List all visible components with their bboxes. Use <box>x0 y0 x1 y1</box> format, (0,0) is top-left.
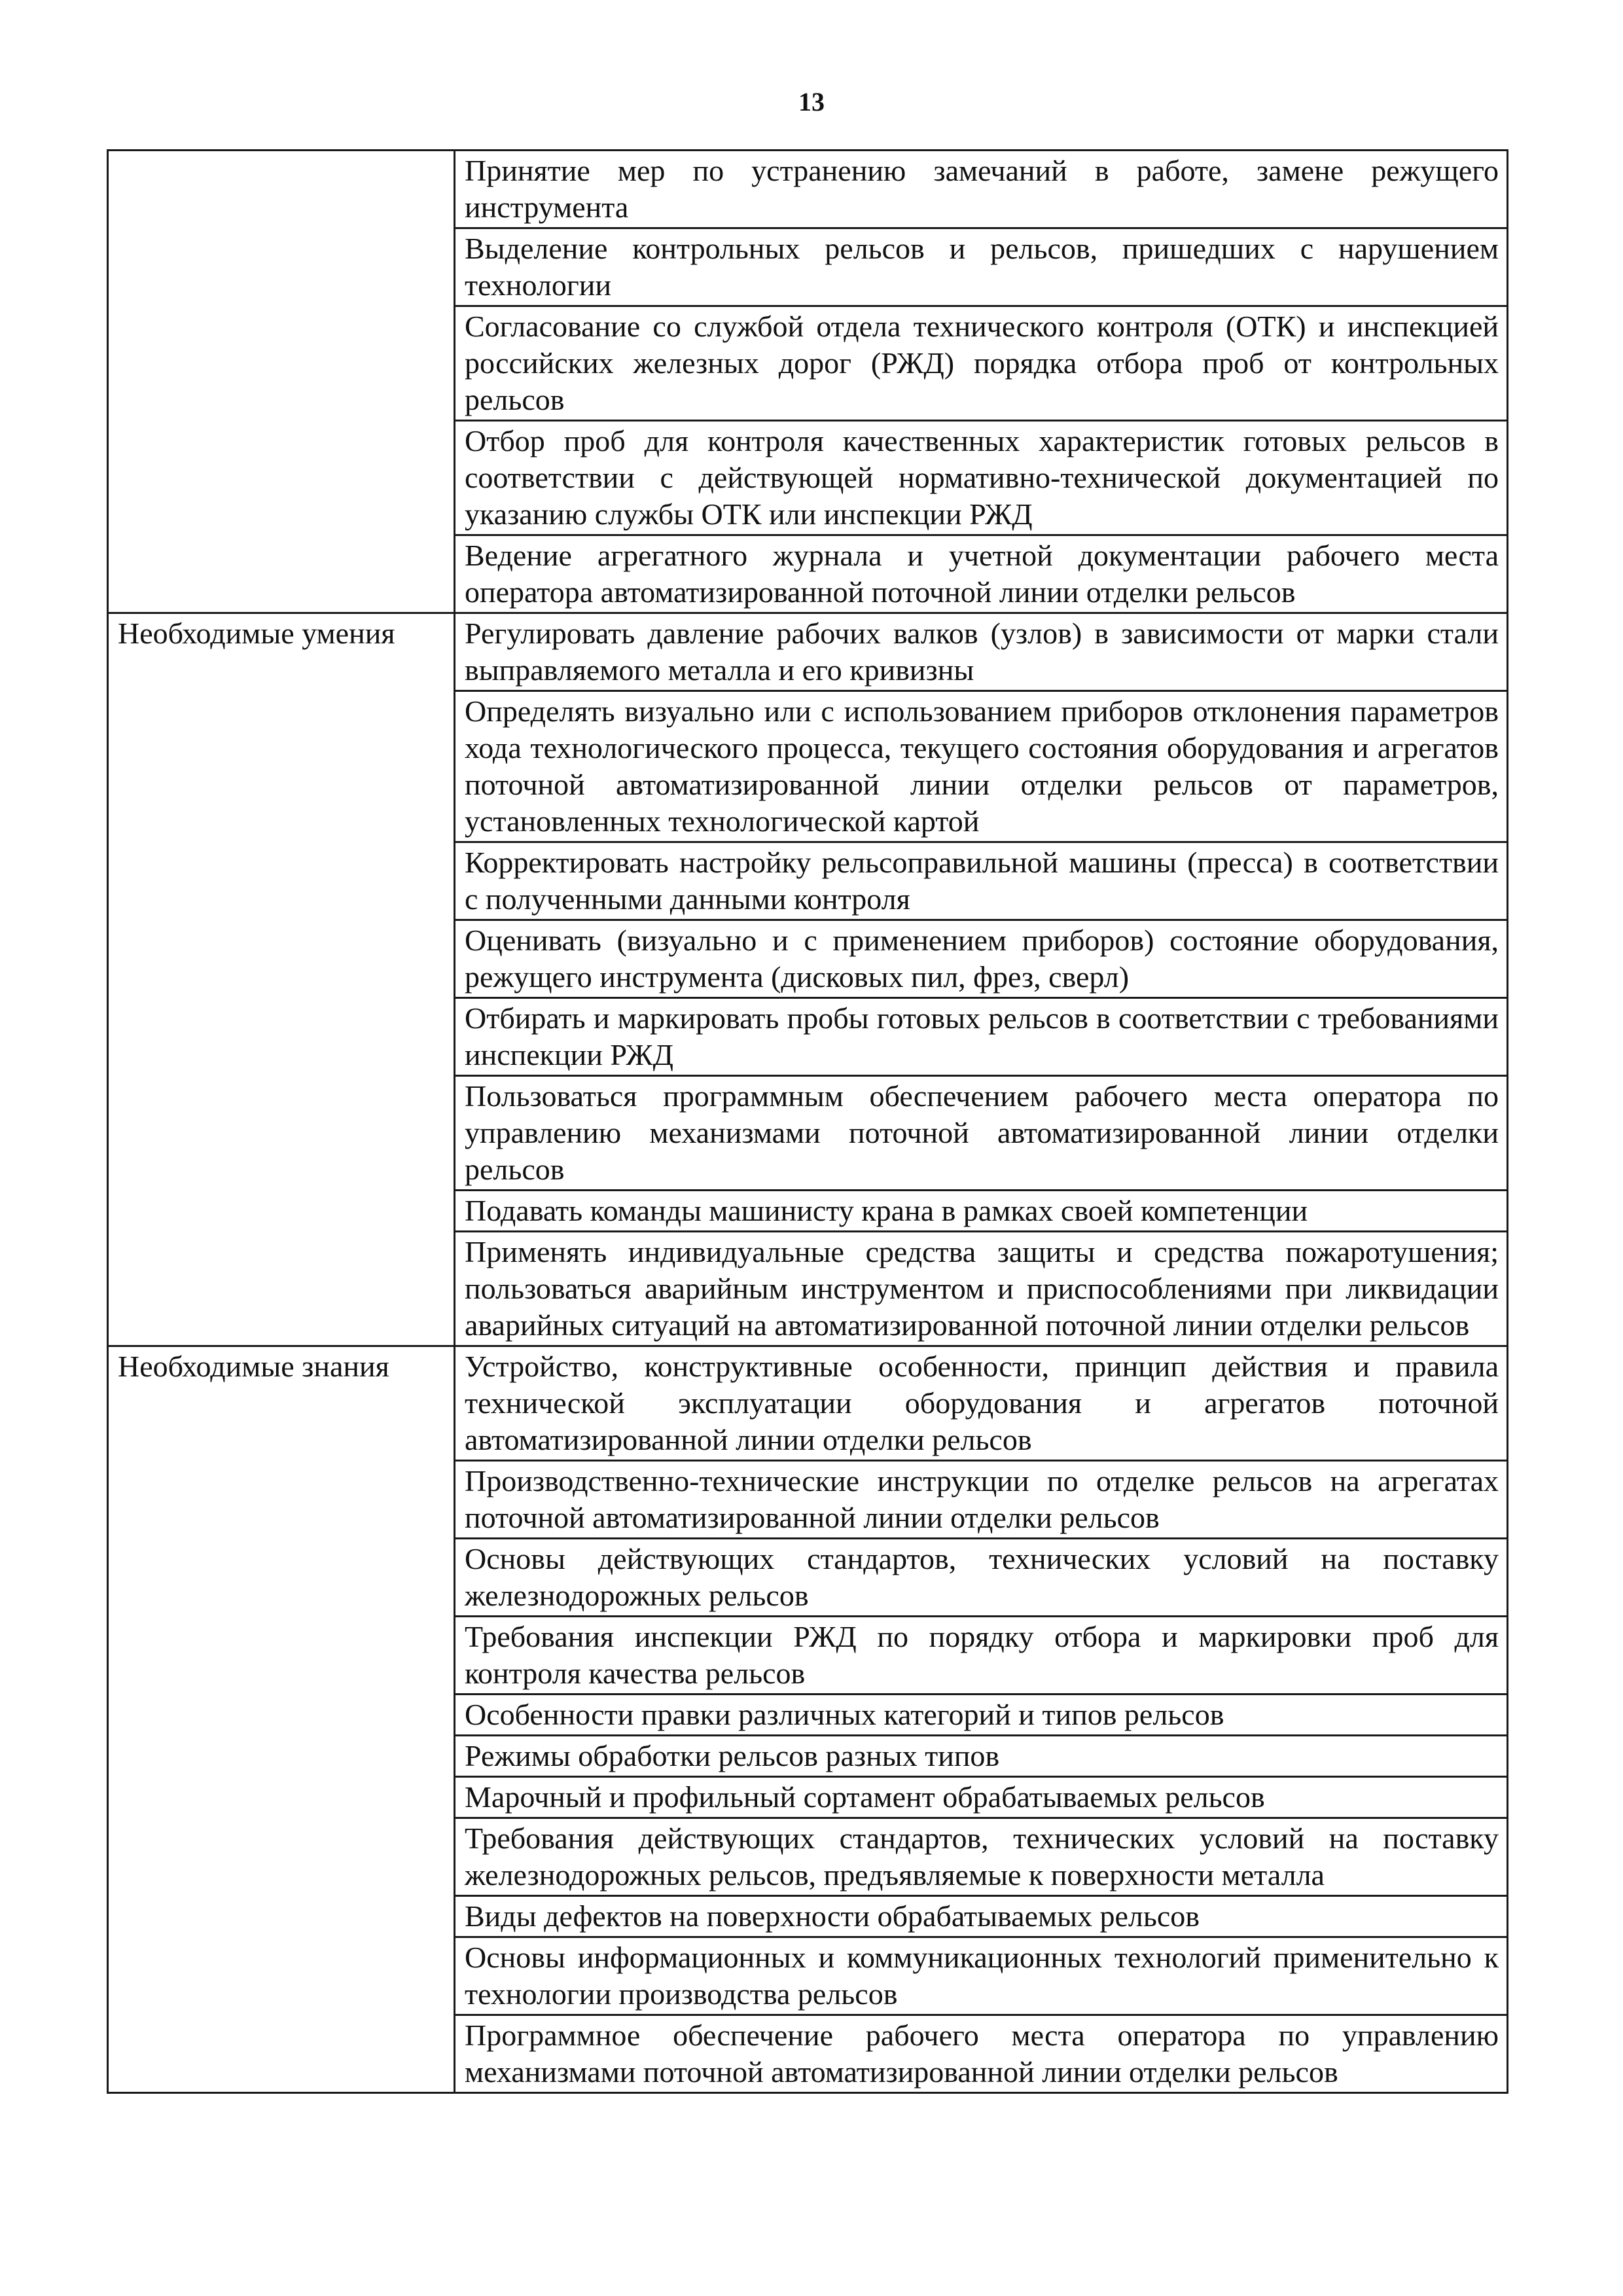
requirement-cell: Пользоваться программным обеспечением рабочего места оператора по управлению механизмами поточной автоматизированной линии отделки рельсов <box>455 1076 1508 1191</box>
requirement-cell: Основы действующих стандартов, технических условий на поставку железнодорожных рельсов <box>455 1539 1508 1617</box>
requirement-cell: Основы информационных и коммуникационных технологий применительно к технологии производства рельсов <box>455 1937 1508 2015</box>
page-number: 13 <box>798 87 825 117</box>
requirement-cell: Требования инспекции РЖД по порядку отбора и маркировки проб для контроля качества рельсов <box>455 1617 1508 1695</box>
section-label <box>108 151 455 613</box>
requirement-cell: Определять визуально или с использованием приборов отклонения параметров хода технологического процесса, текущего состояния оборудования и агрегатов поточной автоматизированной линии отделки рельсов от параметров, установленных технологической картой <box>455 691 1508 842</box>
requirement-cell: Согласование со службой отдела технического контроля (ОТК) и инспекцией российских железных дорог (РЖД) порядка отбора проб от контрольных рельсов <box>455 306 1508 421</box>
requirement-cell: Требования действующих стандартов, технических условий на поставку железнодорожных рельсов, предъявляемые к поверхности металла <box>455 1818 1508 1896</box>
requirement-cell: Применять индивидуальные средства защиты и средства пожаротушения; пользоваться аварийным инструментом и приспособлениями при ликвидации аварийных ситуаций на автоматизированной поточной линии отделки рельсов <box>455 1232 1508 1346</box>
table-row <box>108 1346 1508 1461</box>
requirement-cell: Отбор проб для контроля качественных характеристик готовых рельсов в соответствии с действующей нормативно-технической документацией по указанию службы ОТК или инспекции РЖД <box>455 421 1508 535</box>
requirements-table <box>107 149 1508 2094</box>
requirement-cell: Марочный и профильный сортамент обрабатываемых рельсов <box>455 1777 1508 1818</box>
section-label: Необходимые знания <box>108 1346 455 2093</box>
requirement-cell: Подавать команды машинисту крана в рамках своей компетенции <box>455 1191 1508 1232</box>
table-body <box>108 151 1508 2093</box>
requirement-cell: Режимы обработки рельсов разных типов <box>455 1736 1508 1777</box>
requirement-cell: Оценивать (визуально и с применением приборов) состояние оборудования, режущего инструмента (дисковых пил, фрез, сверл) <box>455 920 1508 998</box>
requirement-cell: Корректировать настройку рельсоправильной машины (пресса) в соответствии с полученными данными контроля <box>455 842 1508 920</box>
requirement-cell: Виды дефектов на поверхности обрабатываемых рельсов <box>455 1896 1508 1937</box>
requirement-cell: Производственно-технические инструкции по отделке рельсов на агрегатах поточной автоматизированной линии отделки рельсов <box>455 1461 1508 1539</box>
requirement-cell: Программное обеспечение рабочего места оператора по управлению механизмами поточной автоматизированной линии отделки рельсов <box>455 2015 1508 2093</box>
requirement-cell: Регулировать давление рабочих валков (узлов) в зависимости от марки стали выправляемого металла и его кривизны <box>455 613 1508 691</box>
requirement-cell: Устройство, конструктивные особенности, принцип действия и правила технической эксплуатации оборудования и агрегатов поточной автоматизированной линии отделки рельсов <box>455 1346 1508 1461</box>
table-row <box>108 151 1508 228</box>
table-row <box>108 613 1508 691</box>
requirement-cell: Принятие мер по устранению замечаний в работе, замене режущего инструмента <box>455 151 1508 228</box>
requirement-cell: Выделение контрольных рельсов и рельсов, пришедших с нарушением технологии <box>455 228 1508 306</box>
requirement-cell: Ведение агрегатного журнала и учетной документации рабочего места оператора автоматизированной поточной линии отделки рельсов <box>455 535 1508 613</box>
section-label: Необходимые умения <box>108 613 455 1346</box>
requirement-cell: Особенности правки различных категорий и типов рельсов <box>455 1695 1508 1736</box>
requirement-cell: Отбирать и маркировать пробы готовых рельсов в соответствии с требованиями инспекции РЖД <box>455 998 1508 1076</box>
